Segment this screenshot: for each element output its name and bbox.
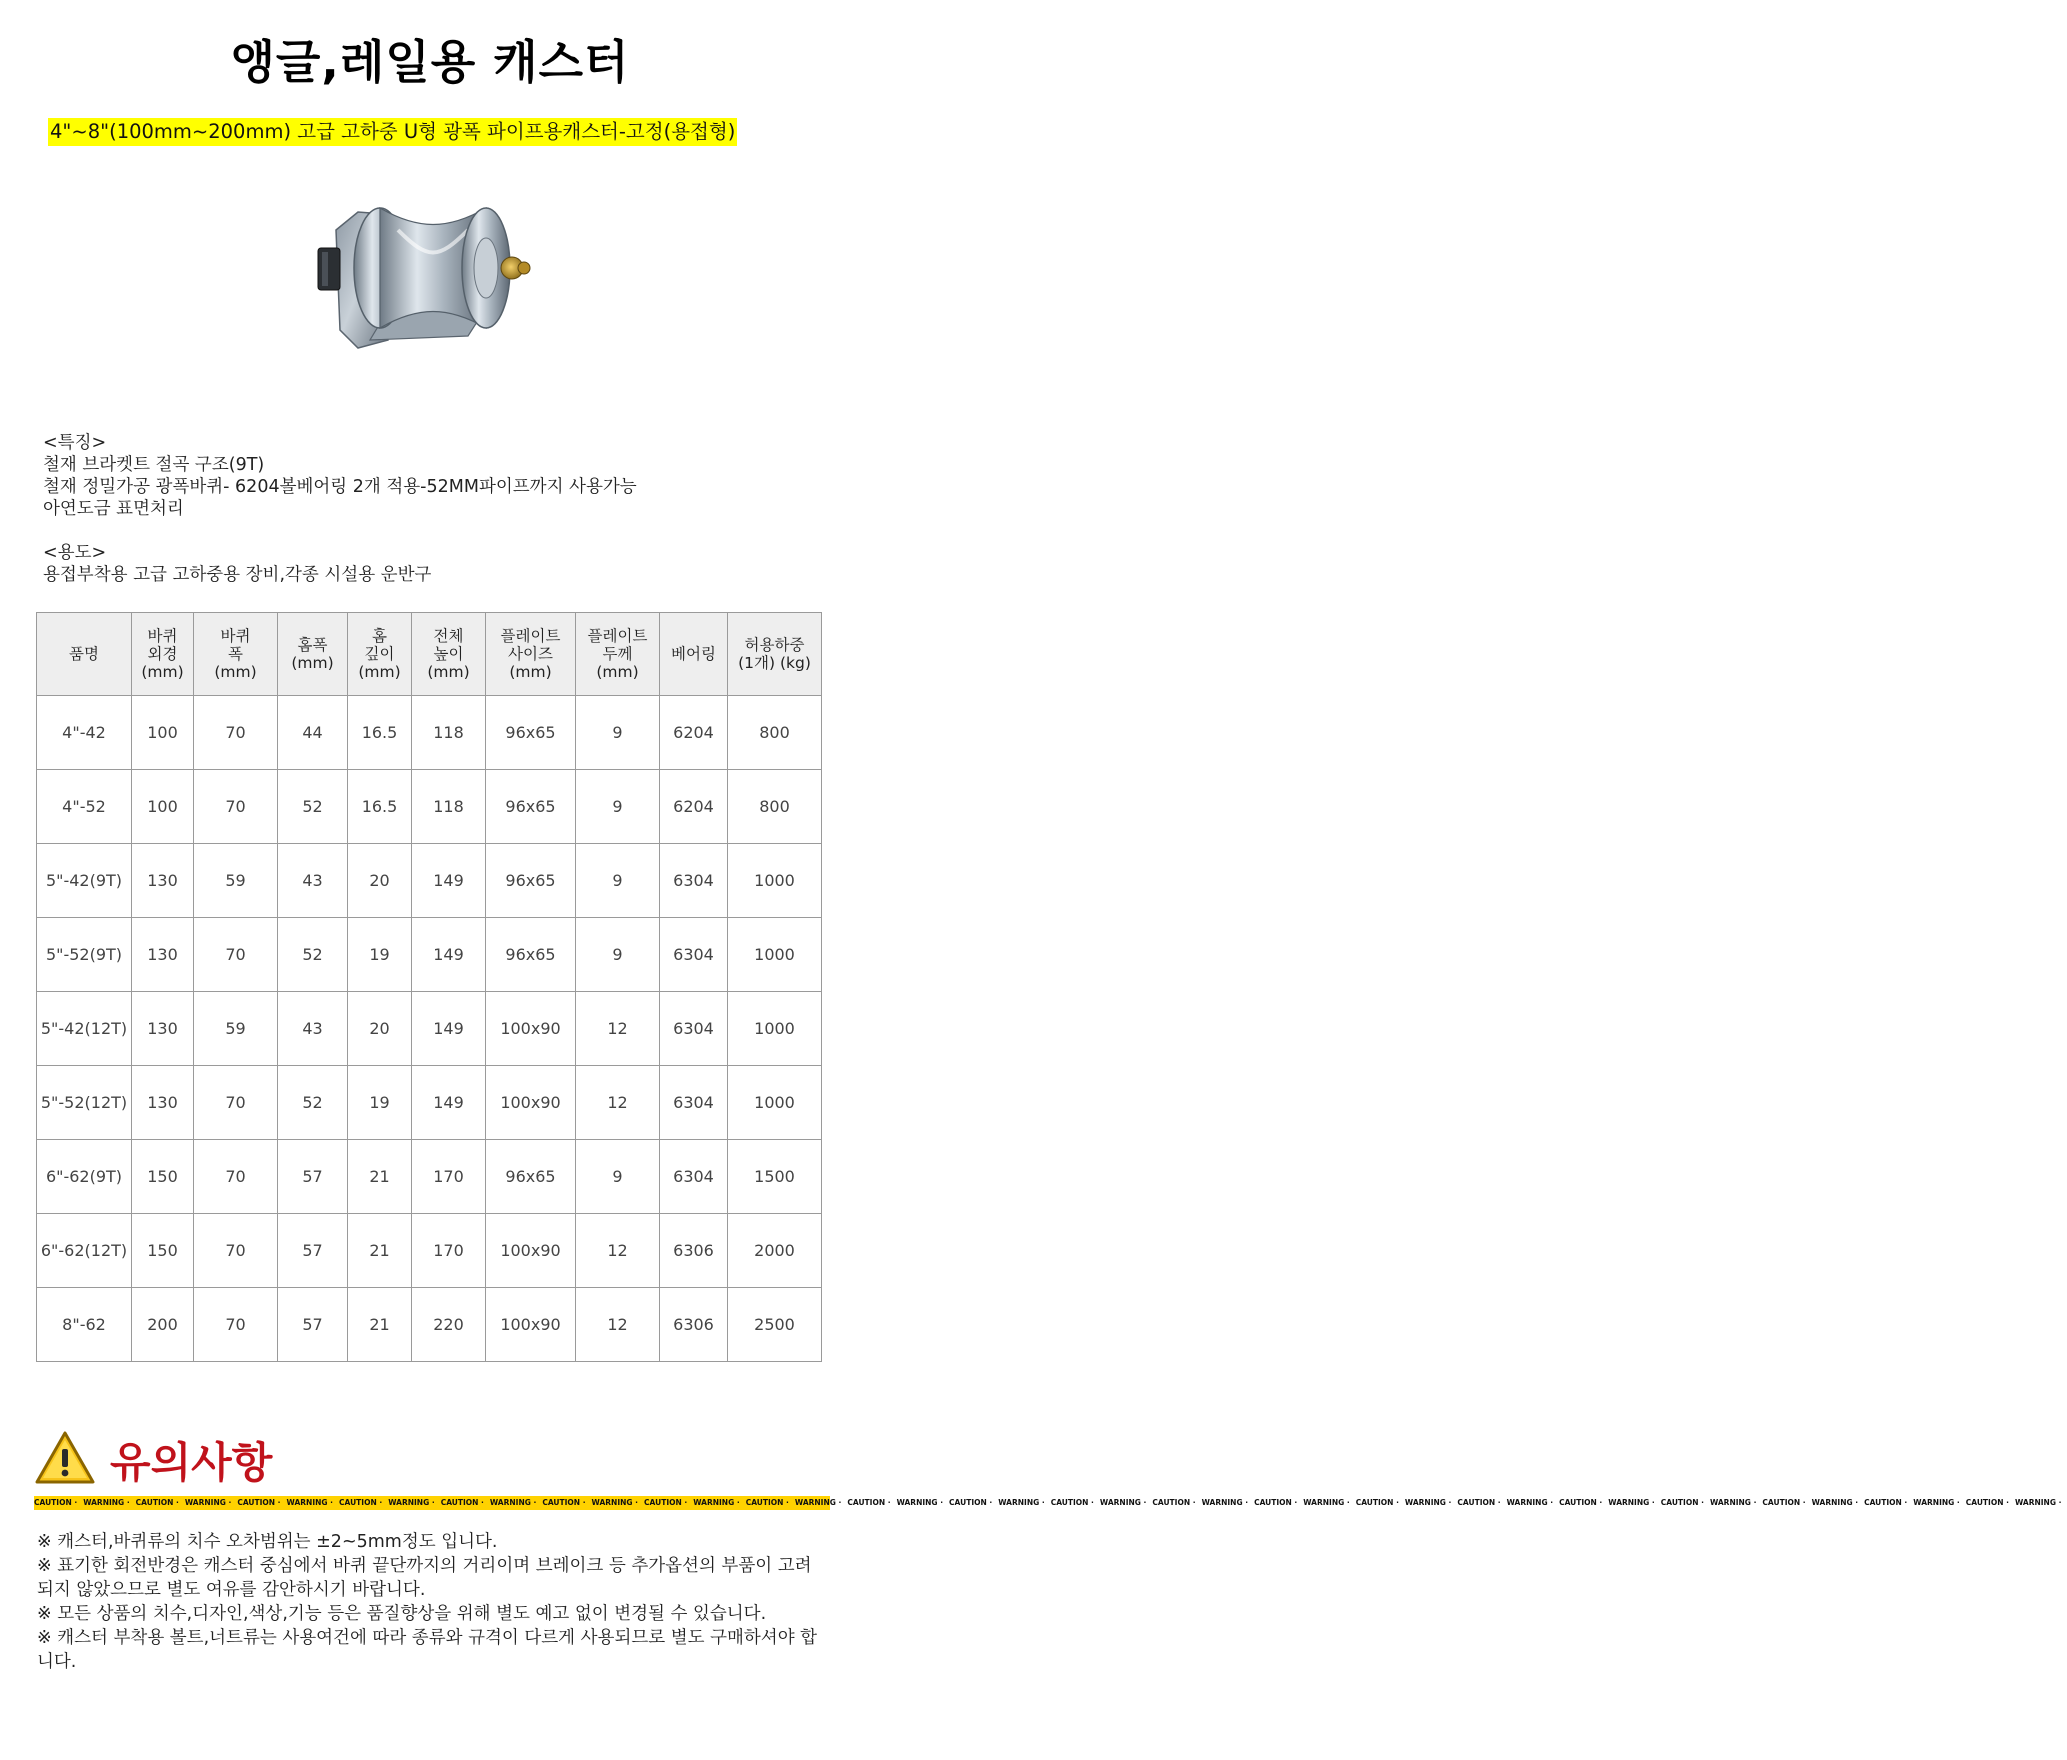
caution-tape-word: WARNING · [1913, 1498, 1960, 1507]
table-cell: 70 [194, 696, 278, 770]
header-line: 높이 [433, 645, 464, 663]
table-header-cell [278, 613, 348, 696]
header-line: 폭 [228, 645, 243, 663]
features-section [43, 432, 637, 586]
table-cell: 130 [132, 844, 194, 918]
table-cell: 96x65 [486, 918, 576, 992]
table-cell: 16.5 [348, 770, 412, 844]
table-cell: 70 [194, 1214, 278, 1288]
table-cell: 20 [348, 992, 412, 1066]
header-line: (1개) (kg) [738, 654, 811, 672]
caution-tape-word: WARNING · [1709, 1498, 1757, 1507]
table-cell: 9 [576, 770, 660, 844]
table-cell: 21 [348, 1214, 412, 1288]
caution-tape-word: WARNING · [184, 1498, 232, 1507]
table-cell: 6204 [660, 770, 728, 844]
table-cell: 21 [348, 1140, 412, 1214]
table-row [37, 918, 822, 992]
header-line: 베어링 [671, 645, 716, 663]
caution-tape-word: CAUTION · [949, 1498, 993, 1507]
table-cell: 52 [278, 1066, 348, 1140]
u-groove-caster-wheel-photo [318, 190, 538, 390]
caution-tape-word: CAUTION · [440, 1498, 484, 1507]
caution-tape-word: CAUTION · [34, 1498, 78, 1507]
caution-tape-word: CAUTION · [1254, 1498, 1298, 1507]
table-row [37, 1066, 822, 1140]
product-subtitle: 4"~8"(100mm~200mm) 고급 고하중 U형 광폭 파이프용캐스터-고정(용접형) [48, 118, 737, 146]
header-line: (mm) [358, 663, 401, 681]
notice-line: ※ 모든 상품의 치수,디자인,색상,기능 등은 품질향상을 위해 별도 예고 없이 변경될 수 있습니다. [37, 1604, 767, 1624]
caution-tape-word: CAUTION · [1762, 1498, 1806, 1507]
table-cell: 20 [348, 844, 412, 918]
caution-tape-word: WARNING · [1201, 1498, 1249, 1507]
feature-line: 아연도금 표면처리 [43, 499, 184, 519]
caution-tape-word: WARNING · [489, 1498, 537, 1507]
table-cell: 6306 [660, 1214, 728, 1288]
table-cell: 130 [132, 918, 194, 992]
table-cell: 4"-42 [37, 696, 132, 770]
header-line: 깊이 [364, 645, 395, 663]
header-line: (mm) [509, 663, 552, 681]
table-cell: 12 [576, 1066, 660, 1140]
header-line: (mm) [427, 663, 470, 681]
table-cell: 44 [278, 696, 348, 770]
caution-tape-word: CAUTION · [1457, 1498, 1501, 1507]
header-line: 두께 [602, 645, 633, 663]
table-row [37, 770, 822, 844]
table-cell: 70 [194, 1066, 278, 1140]
table-cell: 100x90 [486, 1066, 576, 1140]
table-cell: 130 [132, 1066, 194, 1140]
caution-tape-word: WARNING · [1811, 1498, 1859, 1507]
table-cell: 6304 [660, 844, 728, 918]
table-cell: 70 [194, 770, 278, 844]
table-cell: 149 [412, 918, 486, 992]
header-line: 플레이트 [500, 627, 561, 645]
caution-tape-word: WARNING · [1099, 1498, 1147, 1507]
caution-tape-word: CAUTION · [1152, 1498, 1196, 1507]
header-line: (mm) [291, 654, 334, 672]
table-cell: 1000 [728, 1066, 822, 1140]
table-cell: 96x65 [486, 770, 576, 844]
table-cell: 6306 [660, 1288, 728, 1362]
table-cell: 52 [278, 918, 348, 992]
caution-tape-word: WARNING · [1506, 1498, 1554, 1507]
table-cell: 100 [132, 770, 194, 844]
table-cell: 12 [576, 1214, 660, 1288]
table-cell: 1500 [728, 1140, 822, 1214]
caution-tape-word: WARNING · [794, 1498, 842, 1507]
table-header-cell [576, 613, 660, 696]
table-cell: 1000 [728, 918, 822, 992]
table-cell: 220 [412, 1288, 486, 1362]
header-line: 홈 [372, 627, 387, 645]
header-line: 플레이트 [587, 627, 648, 645]
caution-tape-word: WARNING · [2014, 1498, 2062, 1507]
table-cell: 6"-62(9T) [37, 1140, 132, 1214]
header-line: 외경 [147, 645, 178, 663]
table-cell: 9 [576, 844, 660, 918]
table-cell: 170 [412, 1140, 486, 1214]
caution-tape-word: CAUTION · [847, 1498, 891, 1507]
table-cell: 6"-62(12T) [37, 1214, 132, 1288]
table-cell: 5"-42(9T) [37, 844, 132, 918]
table-cell: 57 [278, 1140, 348, 1214]
spec-table [36, 612, 822, 1362]
caution-tape-word: CAUTION · [1050, 1498, 1094, 1507]
table-cell: 5"-52(9T) [37, 918, 132, 992]
table-cell: 2500 [728, 1288, 822, 1362]
table-cell: 70 [194, 1140, 278, 1214]
usage-line: 용접부착용 고급 고하중용 장비,각종 시설용 운반구 [43, 565, 432, 585]
table-header-cell [37, 613, 132, 696]
caution-tape-word: CAUTION · [339, 1498, 383, 1507]
table-cell: 96x65 [486, 844, 576, 918]
caution-tape-word: WARNING · [388, 1498, 435, 1507]
table-cell: 9 [576, 918, 660, 992]
table-cell: 100x90 [486, 1288, 576, 1362]
page-title: 앵글,레일용 캐스터 [230, 35, 630, 89]
notice-title: 유의사항 [110, 1438, 273, 1487]
header-line: 홈폭 [297, 636, 328, 654]
table-cell: 2000 [728, 1214, 822, 1288]
table-cell: 118 [412, 770, 486, 844]
caution-tape-word: WARNING · [591, 1498, 639, 1507]
table-header-cell [728, 613, 822, 696]
table-cell: 5"-52(12T) [37, 1066, 132, 1140]
caution-tape-word: CAUTION · [237, 1498, 281, 1507]
table-body [37, 696, 822, 1362]
table-header-cell [486, 613, 576, 696]
table-cell: 800 [728, 770, 822, 844]
header-line: 바퀴 [220, 627, 251, 645]
caution-tape-word: WARNING · [1303, 1498, 1350, 1507]
table-row [37, 1288, 822, 1362]
table-cell: 149 [412, 1066, 486, 1140]
table-cell: 12 [576, 992, 660, 1066]
table-cell: 100x90 [486, 992, 576, 1066]
caution-tape-word: CAUTION · [745, 1498, 789, 1507]
table-cell: 43 [278, 844, 348, 918]
table-cell: 5"-42(12T) [37, 992, 132, 1066]
notice-list [37, 1530, 827, 1674]
table-cell: 100x90 [486, 1214, 576, 1288]
table-cell: 21 [348, 1288, 412, 1362]
caution-tape-word: WARNING · [693, 1498, 740, 1507]
table-cell: 1000 [728, 844, 822, 918]
table-row [37, 696, 822, 770]
table-cell: 149 [412, 992, 486, 1066]
caution-tape-word: WARNING · [83, 1498, 130, 1507]
table-cell: 118 [412, 696, 486, 770]
table-cell: 70 [194, 918, 278, 992]
table-cell: 59 [194, 844, 278, 918]
table-header-row [37, 613, 822, 696]
table-cell: 12 [576, 1288, 660, 1362]
blank-line [43, 520, 637, 542]
table-cell: 6304 [660, 918, 728, 992]
table-cell: 96x65 [486, 1140, 576, 1214]
table-cell: 16.5 [348, 696, 412, 770]
caution-tape-word: WARNING · [1608, 1498, 1655, 1507]
caution-tape-word: WARNING · [896, 1498, 944, 1507]
caution-tape-word: CAUTION · [1660, 1498, 1704, 1507]
table-cell: 8"-62 [37, 1288, 132, 1362]
table-cell: 52 [278, 770, 348, 844]
header-line: 전체 [433, 627, 464, 645]
table-row [37, 1140, 822, 1214]
table-row [37, 844, 822, 918]
table-header-cell [660, 613, 728, 696]
usage-heading: <용도> [43, 543, 107, 563]
table-cell: 130 [132, 992, 194, 1066]
table-header-cell [132, 613, 194, 696]
feature-line: 철재 브라켓트 절곡 구조(9T) [43, 455, 265, 475]
notice-line: ※ 캐스터,바퀴류의 치수 오차범위는 ±2~5mm정도 입니다. [37, 1532, 498, 1552]
header-line: 허용하중 [744, 636, 805, 654]
table-cell: 57 [278, 1214, 348, 1288]
notice-line: ※ 표기한 회전반경은 캐스터 중심에서 바퀴 끝단까지의 거리이며 브레이크 등 추가옵션의 부품이 고려되지 않았으므로 별도 여유를 감안하시기 바랍니다. [37, 1556, 812, 1600]
table-cell: 200 [132, 1288, 194, 1362]
caution-tape-word: CAUTION · [644, 1498, 688, 1507]
caution-tape-word: CAUTION · [1355, 1498, 1399, 1507]
caution-tape-word: WARNING · [286, 1498, 334, 1507]
header-line: 바퀴 [147, 627, 178, 645]
table-row [37, 992, 822, 1066]
caution-tape-word: CAUTION · [1559, 1498, 1603, 1507]
table-cell: 70 [194, 1288, 278, 1362]
table-cell: 6204 [660, 696, 728, 770]
table-cell: 6304 [660, 1140, 728, 1214]
caution-tape [34, 1496, 2062, 1510]
table-cell: 59 [194, 992, 278, 1066]
table-cell: 6304 [660, 992, 728, 1066]
caution-tape-word: CAUTION · [135, 1498, 179, 1507]
header-line: (mm) [596, 663, 639, 681]
notice-line: ※ 캐스터 부착용 볼트,너트류는 사용여건에 따라 종류와 규격이 다르게 사용되므로 별도 구매하셔야 합니다. [37, 1628, 818, 1672]
table-cell: 4"-52 [37, 770, 132, 844]
caution-tape-word: CAUTION · [1864, 1498, 1908, 1507]
table-header-cell [412, 613, 486, 696]
table-cell: 57 [278, 1288, 348, 1362]
table-cell: 149 [412, 844, 486, 918]
table-header-cell [348, 613, 412, 696]
warning-triangle-icon [34, 1430, 96, 1486]
table-cell: 96x65 [486, 696, 576, 770]
header-line: (mm) [214, 663, 257, 681]
header-line: (mm) [141, 663, 184, 681]
caution-tape-word: WARNING · [1404, 1498, 1452, 1507]
features-heading: <특징> [43, 433, 107, 453]
table-cell: 9 [576, 696, 660, 770]
table-cell: 19 [348, 1066, 412, 1140]
table-cell: 6304 [660, 1066, 728, 1140]
table-cell: 800 [728, 696, 822, 770]
caution-tape-word: CAUTION · [1965, 1498, 2009, 1507]
table-cell: 100 [132, 696, 194, 770]
caution-tape-word: WARNING · [998, 1498, 1045, 1507]
table-cell: 43 [278, 992, 348, 1066]
table-cell: 19 [348, 918, 412, 992]
table-cell: 1000 [728, 992, 822, 1066]
table-cell: 150 [132, 1214, 194, 1288]
feature-line: 철재 정밀가공 광폭바퀴- 6204볼베어링 2개 적용-52MM파이프까지 사용가능 [43, 477, 637, 497]
table-cell: 170 [412, 1214, 486, 1288]
header-line: 품명 [69, 645, 99, 663]
table-cell: 9 [576, 1140, 660, 1214]
table-header-cell [194, 613, 278, 696]
caution-tape-word: CAUTION · [542, 1498, 586, 1507]
table-row [37, 1214, 822, 1288]
table-cell: 150 [132, 1140, 194, 1214]
header-line: 사이즈 [508, 645, 553, 663]
